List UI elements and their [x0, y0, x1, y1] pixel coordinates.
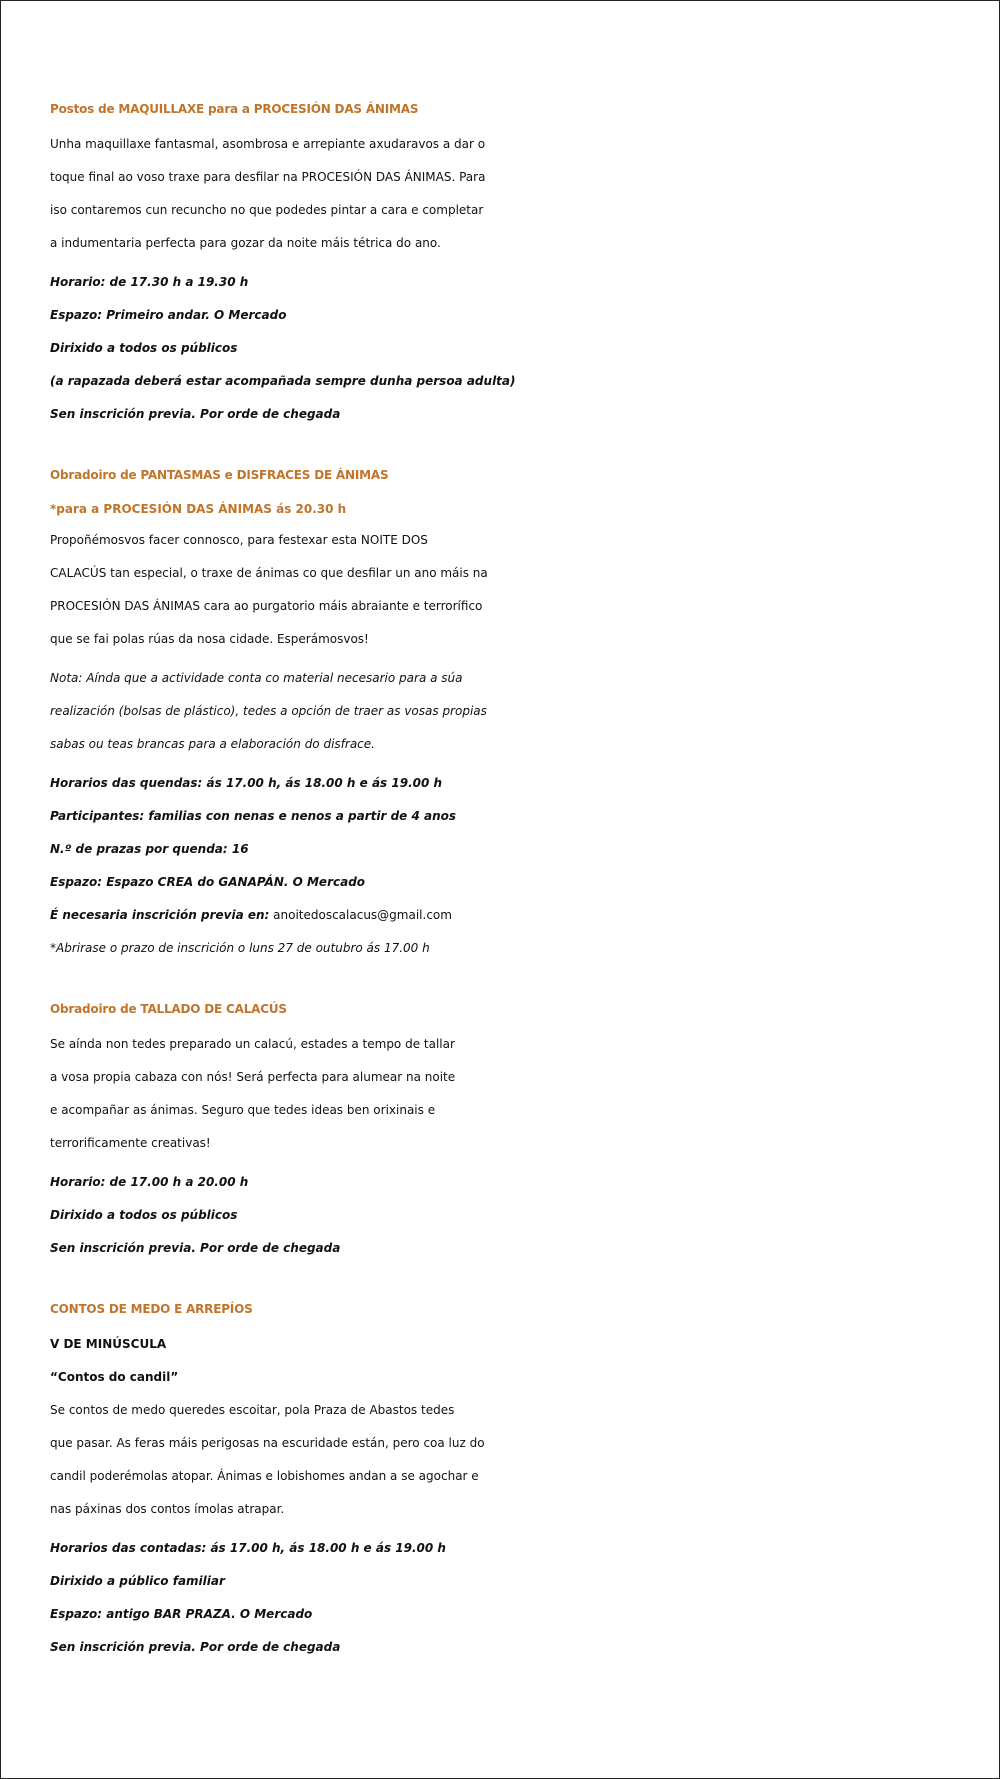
body-line: Se contos de medo queredes escoitar, pola Praza de Abastos tedes — [50, 1403, 455, 1417]
section-body — [50, 1028, 970, 1160]
body-line: Propoñémosvos facer connosco, para festexar esta NOITE DOS — [50, 533, 428, 547]
body-line: nas páxinas dos contos ímolas atrapar. — [50, 1502, 285, 1516]
note-line: sabas ou teas brancas para a elaboración do disfrace. — [50, 737, 375, 751]
section-body — [50, 1394, 970, 1526]
body-line: a vosa propia cabaza con nós! Será perfecta para alumear na noite — [50, 1070, 456, 1084]
registration-info: Sen inscrición previa. Por orde de chegada — [50, 407, 341, 421]
places-info: N.º de prazas por quenda: 16 — [50, 842, 249, 856]
body-line: CALACÚS tan especial, o traxe de ánimas co que desfilar un ano máis na — [50, 566, 488, 580]
schedule-info: Horarios das contadas: ás 17.00 h, ás 18.00 h e ás 19.00 h — [50, 1541, 446, 1555]
note-line: realización (bolsas de plástico), tedes a opción de traer as vosas propias — [50, 704, 487, 718]
section-body — [50, 128, 970, 260]
registration-label: É necesaria inscrición previa en: — [50, 908, 270, 922]
audience-info: Dirixido a todos os públicos — [50, 1208, 238, 1222]
section-title: CONTOS DE MEDO E ARREPÍOS — [50, 1302, 253, 1316]
body-line: Se aínda non tedes preparado un calacú, estades a tempo de tallar — [50, 1037, 455, 1051]
registration-info — [50, 899, 970, 932]
section-pantasmas — [50, 457, 970, 965]
venue-info: Espazo: antigo BAR PRAZA. O Mercado — [50, 1607, 313, 1621]
body-line: candil poderémolas atopar. Ánimas e lobishomes andan a se agochar e — [50, 1469, 479, 1483]
note-line: Nota: Aínda que a actividade conta co material necesario para a súa — [50, 671, 463, 685]
participants-info: Participantes: familias con nenas e nenos a partir de 4 anos — [50, 809, 457, 823]
body-line: PROCESIÓN DAS ÁNIMAS cara ao purgatorio máis abraiante e terrorífico — [50, 599, 483, 613]
body-line: que pasar. As feras máis perigosas na escuridade están, pero coa luz do — [50, 1436, 485, 1450]
section-maquillaxe — [50, 91, 970, 431]
schedule-info: Horario: de 17.00 h a 20.00 h — [50, 1175, 249, 1189]
body-line: que se fai polas rúas da nosa cidade. Esperámosvos! — [50, 632, 369, 646]
schedule-info: Horario: de 17.30 h a 19.30 h — [50, 275, 249, 289]
section-title: Obradoiro de PANTASMAS e DISFRACES DE ÁNIMAS — [50, 468, 389, 482]
supervision-info: (a rapazada deberá estar acompañada sempre dunha persoa adulta) — [50, 374, 516, 388]
venue-info: Espazo: Primeiro andar. O Mercado — [50, 308, 287, 322]
registration-email: anoitedoscalacus@gmail.com — [269, 908, 452, 922]
page-content — [50, 91, 970, 1692]
show-title: “Contos do candil” — [50, 1370, 179, 1384]
schedule-info: Horarios das quendas: ás 17.00 h, ás 18.00 h e ás 19.00 h — [50, 776, 443, 790]
body-line: toque final ao voso traxe para desfilar na PROCESIÓN DAS ÁNIMAS. Para — [50, 170, 486, 184]
section-title: Obradoiro de TALLADO DE CALACÚS — [50, 1002, 287, 1016]
section-body — [50, 524, 970, 656]
audience-info: Dirixido a público familiar — [50, 1574, 225, 1588]
audience-info: Dirixido a todos os públicos — [50, 341, 238, 355]
body-line: Unha maquillaxe fantasmal, asombrosa e arrepiante axudaravos a dar o — [50, 137, 486, 151]
body-line: terrorificamente creativas! — [50, 1136, 211, 1150]
section-subtitle: *para a PROCESIÓN DAS ÁNIMAS ás 20.30 h — [50, 502, 347, 516]
section-contos — [50, 1291, 970, 1664]
section-note — [50, 662, 970, 761]
body-line: a indumentaria perfecta para gozar da noite máis tétrica do ano. — [50, 236, 441, 250]
performer-name: V DE MINÚSCULA — [50, 1337, 167, 1351]
venue-info: Espazo: Espazo CREA do GANAPÁN. O Mercado — [50, 875, 366, 889]
registration-info: Sen inscrición previa. Por orde de chegada — [50, 1241, 341, 1255]
body-line: iso contaremos cun recuncho no que podedes pintar a cara e completar — [50, 203, 484, 217]
section-title: Postos de MAQUILLAXE para a PROCESIÓN DAS ÁNIMAS — [50, 102, 419, 116]
body-line: e acompañar as ánimas. Seguro que tedes ideas ben orixinais e — [50, 1103, 436, 1117]
section-tallado — [50, 991, 970, 1265]
registration-info: Sen inscrición previa. Por orde de chegada — [50, 1640, 341, 1654]
registration-note: *Abrirase o prazo de inscrición o luns 27 de outubro ás 17.00 h — [50, 941, 430, 955]
